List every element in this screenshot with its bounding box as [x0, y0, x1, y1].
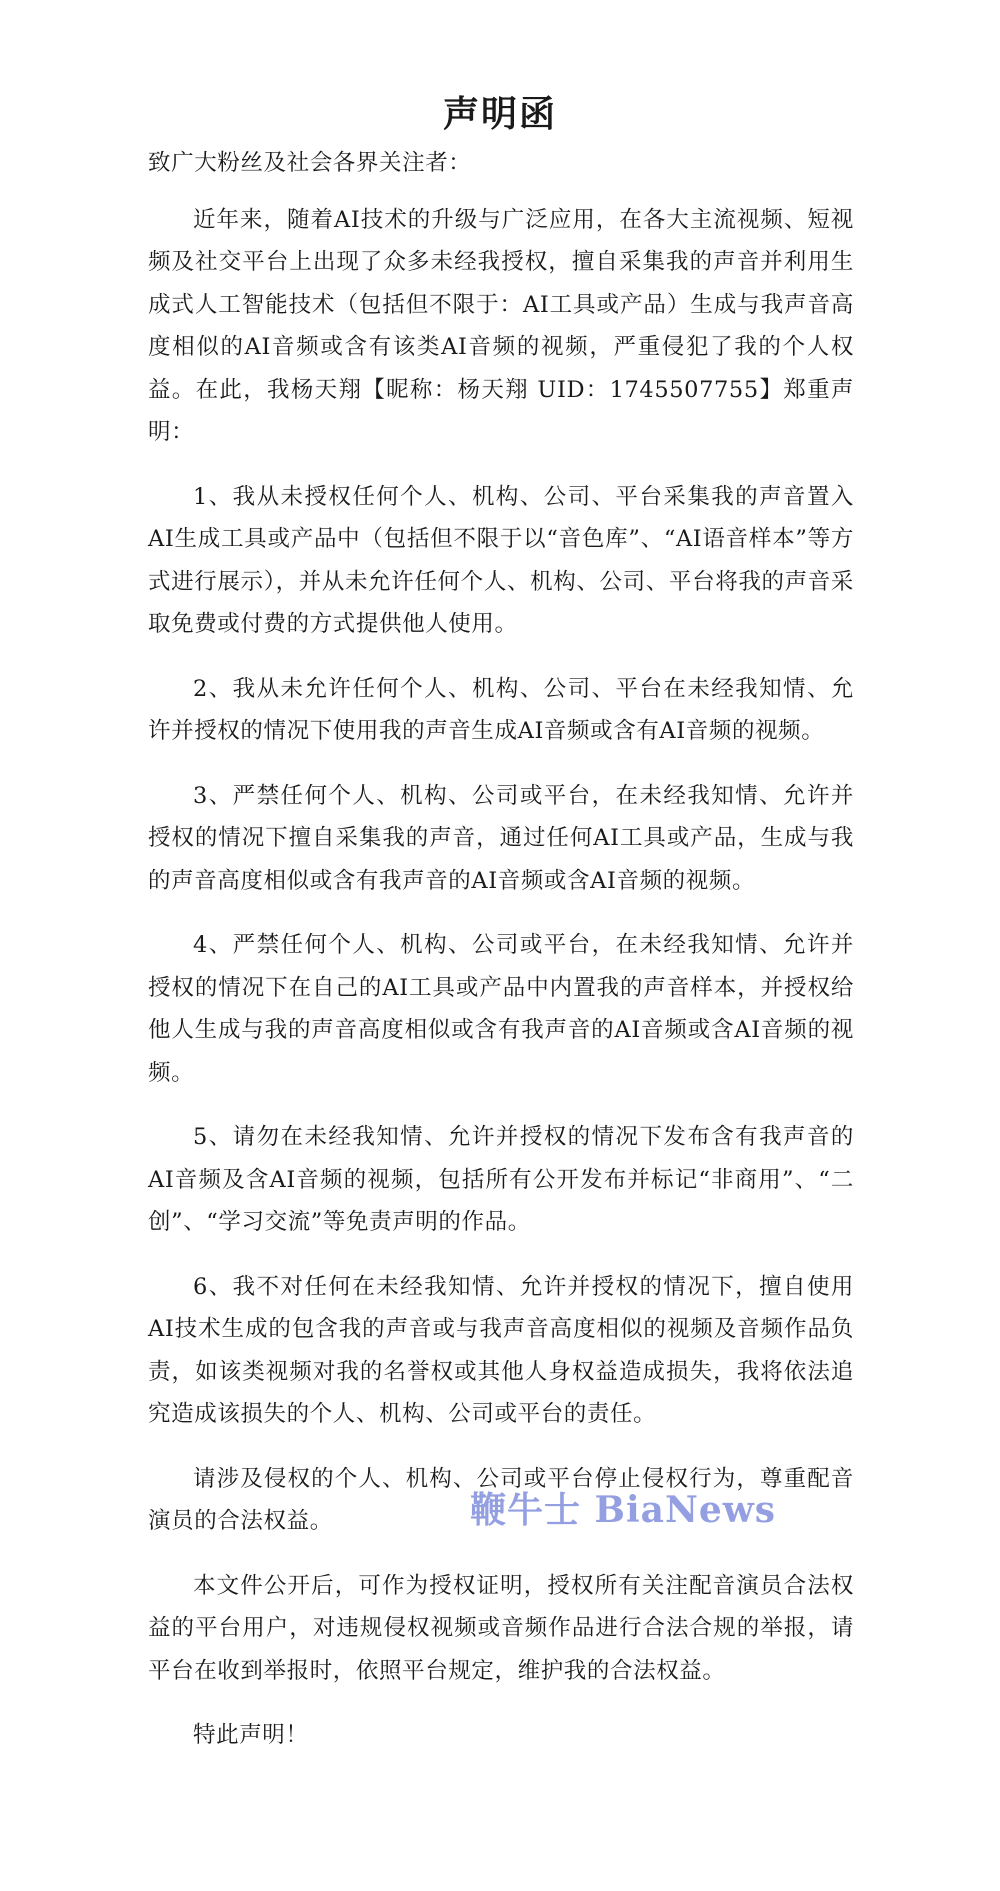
item-3-paragraph: 3、严禁任何个人、机构、公司或平台，在未经我知情、允许并授权的情况下擅自采集我的声音，通过任何AI工具或产品，生成与我的声音高度相似或含有我声音的AI音频或含AI音频的视频。	[148, 782, 854, 894]
item-2-paragraph: 2、我从未允许任何个人、机构、公司、平台在未经我知情、允许并授权的情况下使用我的声音生成AI音频或含有AI音频的视频。	[148, 675, 854, 744]
item-5-paragraph: 5、请勿在未经我知情、允许并授权的情况下发布含有我声音的AI音频及含AI音频的视频，包括所有公开发布并标记“非商用”、“二创”、“学习交流”等免责声明的作品。	[148, 1124, 854, 1235]
item-4-paragraph: 4、严禁任何个人、机构、公司或平台，在未经我知情、允许并授权的情况下在自己的AI工具或产品中内置我的声音样本，并授权给他人生成与我的声音高度相似或含有我声音的AI音频或含AI音频的视频。	[148, 932, 854, 1086]
appeal-paragraph: 请涉及侵权的个人、机构、公司或平台停止侵权行为，尊重配音演员的合法权益。	[148, 1465, 854, 1534]
intro-paragraph: 近年来，随着AI技术的升级与广泛应用，在各大主流视频、短视频及社交平台上出现了众多未经我授权，擅自采集我的声音并利用生成式人工智能技术（包括但不限于：AI工具或产品）生成与我声音高度相似的AI音频或含有该类AI音频的视频，严重侵犯了我的个人权益。在此，我杨天翔【昵称：杨天翔 UID：1745507755】郑重声明：	[148, 206, 854, 445]
closing-line: 特此声明！	[193, 1722, 309, 1748]
item-1-paragraph: 1、我从未授权任何个人、机构、公司、平台采集我的声音置入AI生成工具或产品中（包括但不限于以“音色库”、“AI语音样本”等方式进行展示），并从未允许任何个人、机构、公司、平台将我的声音采取免费或付费的方式提供他人使用。	[148, 483, 854, 637]
watermark-logo: 鞭牛士 BiaNews	[470, 1489, 777, 1531]
item-6-paragraph: 6、我不对任何在未经我知情、允许并授权的情况下，擅自使用AI技术生成的包含我的声音或与我声音高度相似的视频及音频作品负责，如该类视频对我的名誉权或其他人身权益造成损失，我将依法追究造成该损失的个人、机构、公司或平台的责任。	[148, 1273, 854, 1427]
document-title: 声明函	[442, 94, 557, 135]
authorization-paragraph: 本文件公开后，可作为授权证明，授权所有关注配音演员合法权益的平台用户，对违规侵权视频或音频作品进行合法合规的举报，请平台在收到举报时，依照平台规定，维护我的合法权益。	[148, 1572, 854, 1684]
greeting-line: 致广大粉丝及社会各界关注者：	[148, 150, 472, 176]
